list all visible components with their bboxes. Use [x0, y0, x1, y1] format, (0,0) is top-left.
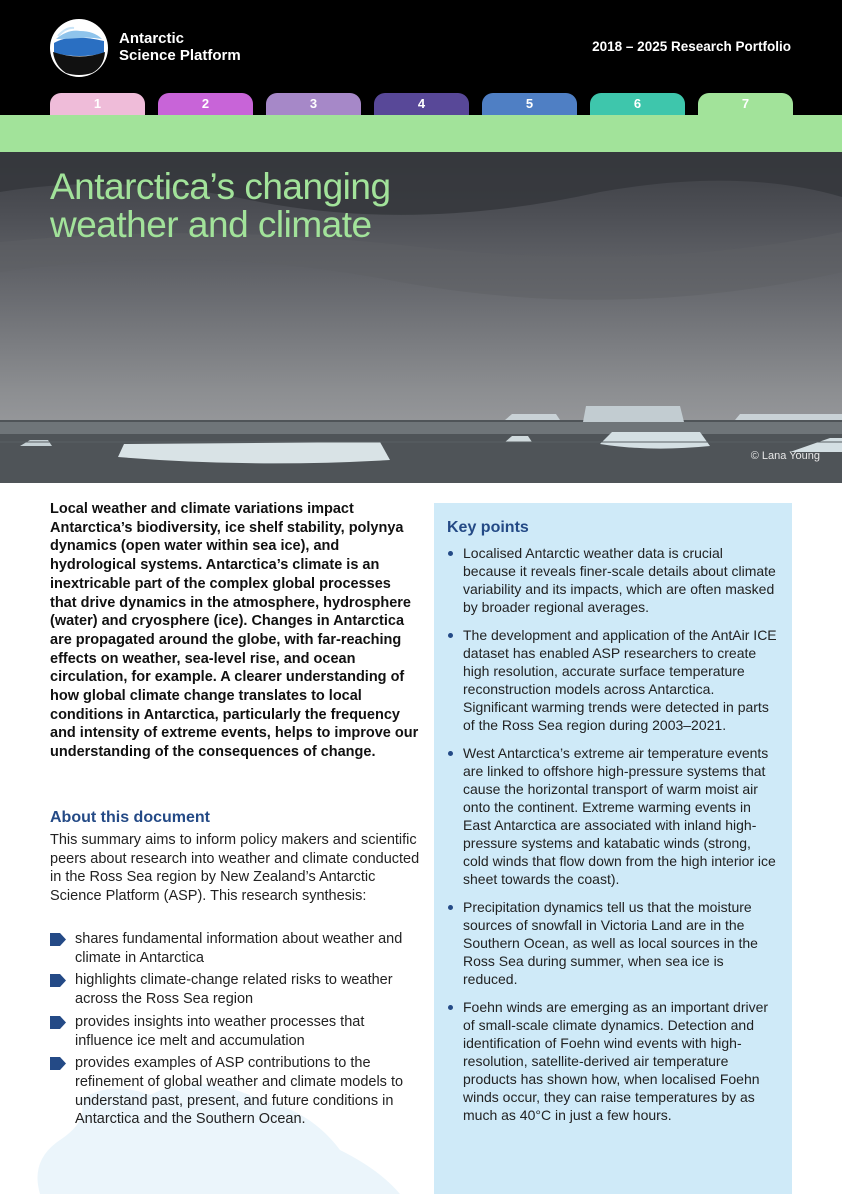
- key-point-text: Localised Antarctic weather data is crucial because it reveals finer-scale details about climate variability and its impacts, which are often masked by broader regional averages.: [463, 545, 776, 615]
- tab-1[interactable]: 1: [50, 93, 145, 115]
- hero-image: [0, 152, 842, 483]
- brand-line-2: Science Platform: [119, 47, 241, 64]
- title-line-1: Antarctica’s changing: [50, 166, 391, 207]
- bullet-dot-icon: [448, 551, 453, 556]
- key-point-text: Precipitation dynamics tell us that the moisture sources of snowfall in Victoria Land are in the Southern Ocean, as well as local sources in the Ross Sea during summer, when sea ice is reduced.: [463, 899, 758, 987]
- tab-6[interactable]: 6: [590, 93, 685, 115]
- bullet-dot-icon: [448, 905, 453, 910]
- page-title: [50, 168, 391, 244]
- key-points-box: [434, 503, 792, 1194]
- section-tabs: [0, 93, 842, 115]
- tab-7[interactable]: 7: [698, 93, 793, 115]
- list-item: [50, 1054, 420, 1129]
- arrow-bullet-icon: [50, 1016, 66, 1029]
- tab-3[interactable]: 3: [266, 93, 361, 115]
- key-point-text: West Antarctica’s extreme air temperature events are linked to offshore high-pressure systems that cause the horizontal transport of warm moist air onto the continent. Extreme warming events in East Antarctica are associated with inland high-pressure systems and katabatic winds (strong, cold winds that flow down from the high interior ice sheet towards the coast).: [463, 745, 776, 887]
- bullet-text: provides examples of ASP contributions to the refinement of global weather and climate models to understand past, present, and future conditions in Antarctica and the Southern Ocean.: [75, 1055, 404, 1128]
- list-item: [447, 626, 777, 734]
- list-item: [447, 898, 777, 988]
- list-item: [447, 544, 777, 616]
- brand-line-1: Antarctic: [119, 30, 185, 47]
- bullet-text: shares fundamental information about weather and climate in Antarctica: [75, 931, 403, 966]
- tab-5[interactable]: 5: [482, 93, 577, 115]
- about-heading: About this document: [50, 809, 210, 826]
- list-item: [447, 744, 777, 888]
- key-point-text: Foehn winds are emerging as an important driver of small-scale climate dynamics. Detection and identification of Foehn wind events with high-resolution, satellite-derived air temperature products has shown how, when localised Foehn winds occur, they can raise temperatures by as much as 40°C in just a few hours.: [463, 999, 769, 1123]
- brand-name: [119, 30, 241, 64]
- key-points-heading: Key points: [447, 519, 529, 536]
- key-points-list: [447, 544, 777, 1134]
- asp-logo: [50, 19, 108, 77]
- tab-4[interactable]: 4: [374, 93, 469, 115]
- section-band: [0, 115, 842, 152]
- arrow-bullet-icon: [50, 974, 66, 987]
- tab-2[interactable]: 2: [158, 93, 253, 115]
- about-bullet-list: [50, 930, 420, 1133]
- list-item: [50, 930, 420, 967]
- bullet-dot-icon: [448, 751, 453, 756]
- list-item: [447, 998, 777, 1124]
- portfolio-label: 2018 – 2025 Research Portfolio: [592, 39, 791, 54]
- bullet-text: highlights climate-change related risks to weather across the Ross Sea region: [75, 972, 393, 1008]
- bullet-dot-icon: [448, 1005, 453, 1010]
- key-point-text: The development and application of the AntAir ICE dataset has enabled ASP researchers to create high resolution, accurate surface temperature reconstruction models across Antarctica. Significant warming trends were detected in parts of the Ross Sea region during 2003–2021.: [463, 627, 777, 733]
- arrow-bullet-icon: [50, 1057, 66, 1070]
- title-line-2: weather and climate: [50, 204, 372, 245]
- arrow-bullet-icon: [50, 933, 66, 946]
- bullet-dot-icon: [448, 633, 453, 638]
- photo-credit: © Lana Young: [750, 450, 820, 462]
- intro-paragraph: Local weather and climate variations impact Antarctica’s biodiversity, ice shelf stability, polynya dynamics (open water within sea ice), and hydrological systems. Antarctica’s climate is an inextricable part of the complex global processes that drive dynamics in the atmosphere, hydrosphere (water) and cryosphere (ice). Changes in Antarctica are propagated around the globe, with far-reaching effects on weather, sea-level rise, and ocean circulation, for example. A clearer understanding of how global climate change translates to local conditions in Antarctica, particularly the frequency and intensity of extreme events, helps to improve our understanding of the consequences of change.: [50, 501, 419, 761]
- list-item: [50, 971, 420, 1008]
- list-item: [50, 1013, 420, 1050]
- bullet-text: provides insights into weather processes that influence ice melt and accumulation: [75, 1013, 365, 1049]
- about-paragraph: This summary aims to inform policy makers and scientific peers about research into weather and climate conducted in the Ross Sea region by New Zealand’s Antarctic Science Platform (ASP). This research synthesis:: [50, 832, 420, 905]
